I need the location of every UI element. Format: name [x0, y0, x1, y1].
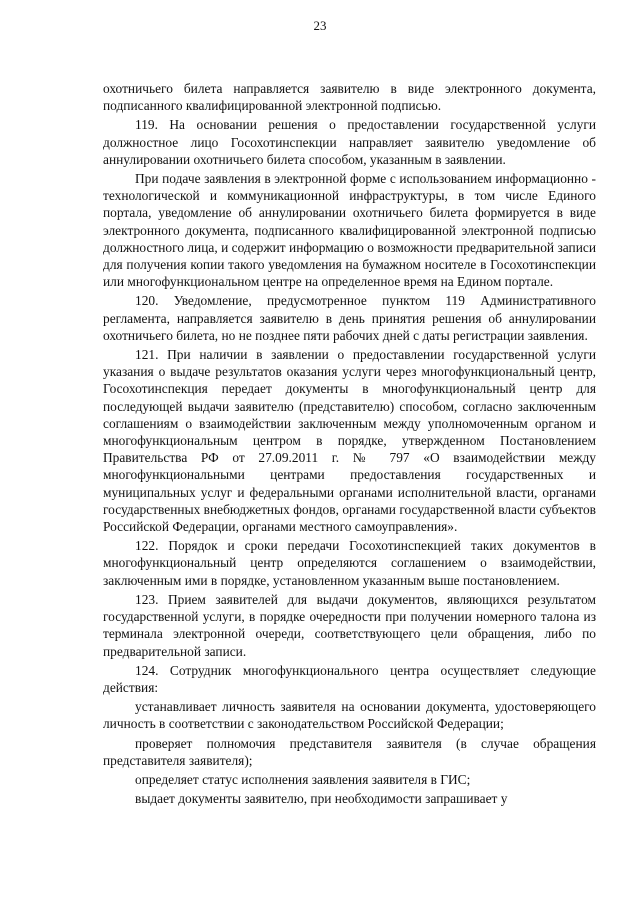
paragraph-124-item-authority: проверяет полномочия представителя заявителя (в случае обращения представителя заявителя); — [103, 735, 596, 768]
paragraph-124-item-status: определяет статус исполнения заявления заявителя в ГИС; — [135, 771, 471, 787]
paragraph-121: 121. При наличии в заявлении о предоставлении государственной услуги указания о выдаче результатов оказания услуги через многофункциональный центр, Госохотинспекция передает документы в многофункциональный центр для последующей выдачи заявителю (представителю) способом, согласно заключенным соглашениям о взаимодействии заключенным между уполномоченным органом и многофункциональным центром в порядке, утвержденном Постановлением Правительства РФ от 27.09.2011 г. № 797 «О взаимодействии между многофункциональными центрами предоставления государственных и муниципальных услуг и федеральными органами исполнительной власти, органами государственных внебюджетных фондов, органами государственной власти субъектов Российской Федерации, органами местного самоуправления». — [103, 347, 596, 535]
paragraph-122: 122. Порядок и сроки передачи Госохотинспекцией таких документов в многофункциональный центр определяются соглашением о взаимодействии, заключенным ими в порядке, установленном указанным выше постановлением. — [103, 538, 596, 588]
paragraph-124: 124. Сотрудник многофункционального центра осуществляет следующие действия: — [103, 662, 596, 695]
page-number: 23 — [313, 18, 327, 33]
paragraph-continuation: охотничьего билета направляется заявителю в виде электронного документа, подписанного квалифицированной электронной подписью. — [103, 81, 596, 114]
paragraph-119: 119. На основании решения о предоставлении государственной услуги должностное лицо Госохотинспекции направляет заявителю уведомление об аннулировании охотничьего билета способом, указанным в заявлении. — [103, 117, 596, 167]
paragraph-124-item-identity: устанавливает личность заявителя на основании документа, удостоверяющего личность в соответствии с законодательством Российской Федерации; — [103, 699, 596, 732]
document-body — [103, 80, 596, 809]
paragraph-119-electronic: При подаче заявления в электронной форме с использованием информационно - технологической и коммуникационной инфраструктуры, в том числе Единого портала, уведомление об аннулировании охотничьего билета формируется в виде электронного документа, подписанного квалифицированной электронной подписью должностного лица, и содержит информацию о возможности предварительной записи для получения копии такого уведомления на бумажном носителе в Госохотинспекции или многофункциональном центре на определенное время на Едином портале. — [103, 171, 596, 290]
paragraph-124-item-issue: выдает документы заявителю, при необходимости запрашивает у — [135, 791, 508, 807]
paragraph-120: 120. Уведомление, предусмотренное пунктом 119 Административного регламента, направляется заявителю в день принятия решения об аннулировании охотничьего билета, но не позднее пяти рабочих дней с даты регистрации заявления. — [103, 293, 596, 343]
paragraph-123: 123. Прием заявителей для выдачи документов, являющихся результатом государственной услуги, в порядке очередности при получении номерного талона из терминала электронной очереди, соответствующего цели обращения, либо по предварительной записи. — [103, 591, 596, 659]
